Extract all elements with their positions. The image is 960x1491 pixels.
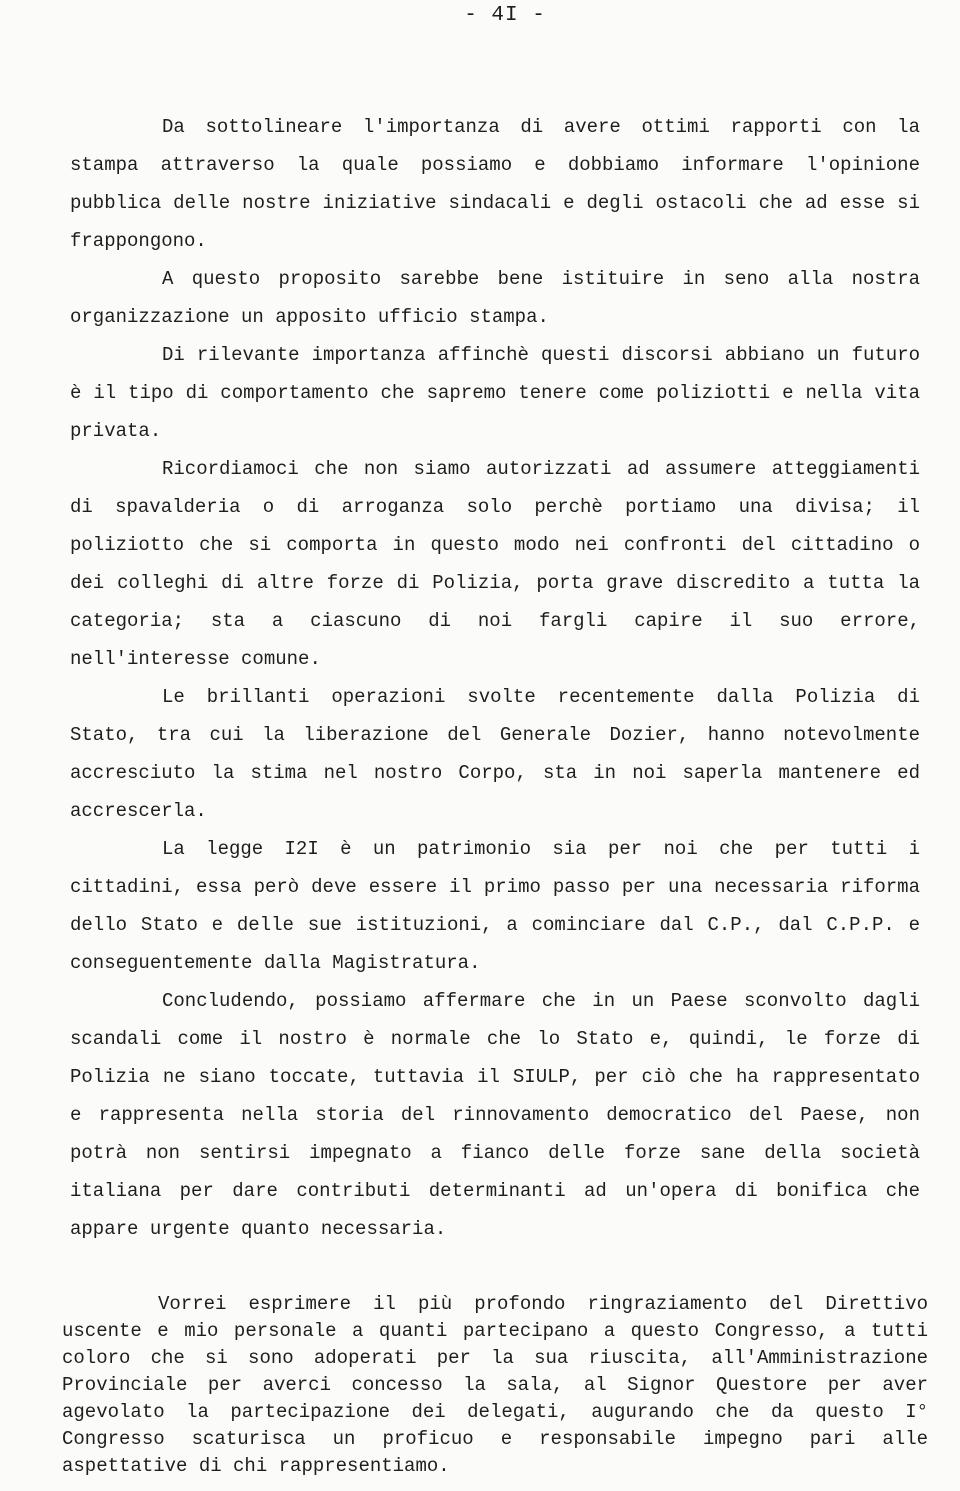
paragraph-arrogance: Ricordiamoci che non siamo autorizzati ad assumere atteggiamenti di spavalderia o di arroganza solo perchè portiamo una divisa; il poliziotto che si comporta in questo modo nei confronti del cittadino o dei colleghi di altre forze di Polizia, porta grave discredito a tutta la categoria; sta a ciascuno di noi fargli capire il suo errore, nell'interesse comune.: [70, 458, 920, 670]
body-text: [70, 108, 920, 1248]
paragraph-press-office: A questo proposito sarebbe bene istituire in seno alla nostra organizzazione un apposito ufficio stampa.: [70, 268, 920, 328]
paragraph-conclusion: Concludendo, possiamo affermare che in un Paese sconvolto dagli scandali come il nostro è normale che lo Stato e, quindi, le forze di Polizia ne siano toccate, tuttavia il SIULP, per ciò che ha rappresentato e rappresenta nella storia del rinnovamento democratico del Paese, non potrà non sentirsi impegnato a fianco delle forze sane della società italiana per dare contributi determinanti ad un'opera di bonifica che appare urgente quanto necessaria.: [70, 990, 920, 1240]
paragraph-thanks: Vorrei esprimere il più profondo ringraziamento del Direttivo uscente e mio personale a quanti partecipano a questo Congresso, a tutti coloro che si sono adoperati per la sua riuscita, all'Amministrazione Provinciale per averci concesso la sala, al Signor Questore per aver agevolato la partecipazione dei delegati, augurando che da questo I° Congresso scaturisca un proficuo e responsabile impegno pari alle aspettative di chi rappresentiamo.: [62, 1293, 928, 1477]
closing-text: [62, 1291, 928, 1480]
paragraph-behaviour: Di rilevante importanza affinchè questi discorsi abbiano un futuro è il tipo di comportamento che sapremo tenere come poliziotti e nella vita privata.: [70, 344, 920, 442]
paragraph-law-121: La legge I2I è un patrimonio sia per noi che per tutti i cittadini, essa però deve essere il primo passo per una necessaria riforma dello Stato e delle sue istituzioni, a cominciare dal C.P., dal C.P.P. e conseguentemente dalla Magistratura.: [70, 838, 920, 974]
paragraph-press-relations: Da sottolineare l'importanza di avere ottimi rapporti con la stampa attraverso la quale possiamo e dobbiamo informare l'opinione pubblica delle nostre iniziative sindacali e degli ostacoli che ad esse si frappongono.: [70, 116, 920, 252]
page-number: - 4I -: [464, 4, 546, 27]
paragraph-operations: Le brillanti operazioni svolte recentemente dalla Polizia di Stato, tra cui la liberazione del Generale Dozier, hanno notevolmente accresciuto la stima nel nostro Corpo, sta in noi saperla mantenere ed accrescerla.: [70, 686, 920, 822]
